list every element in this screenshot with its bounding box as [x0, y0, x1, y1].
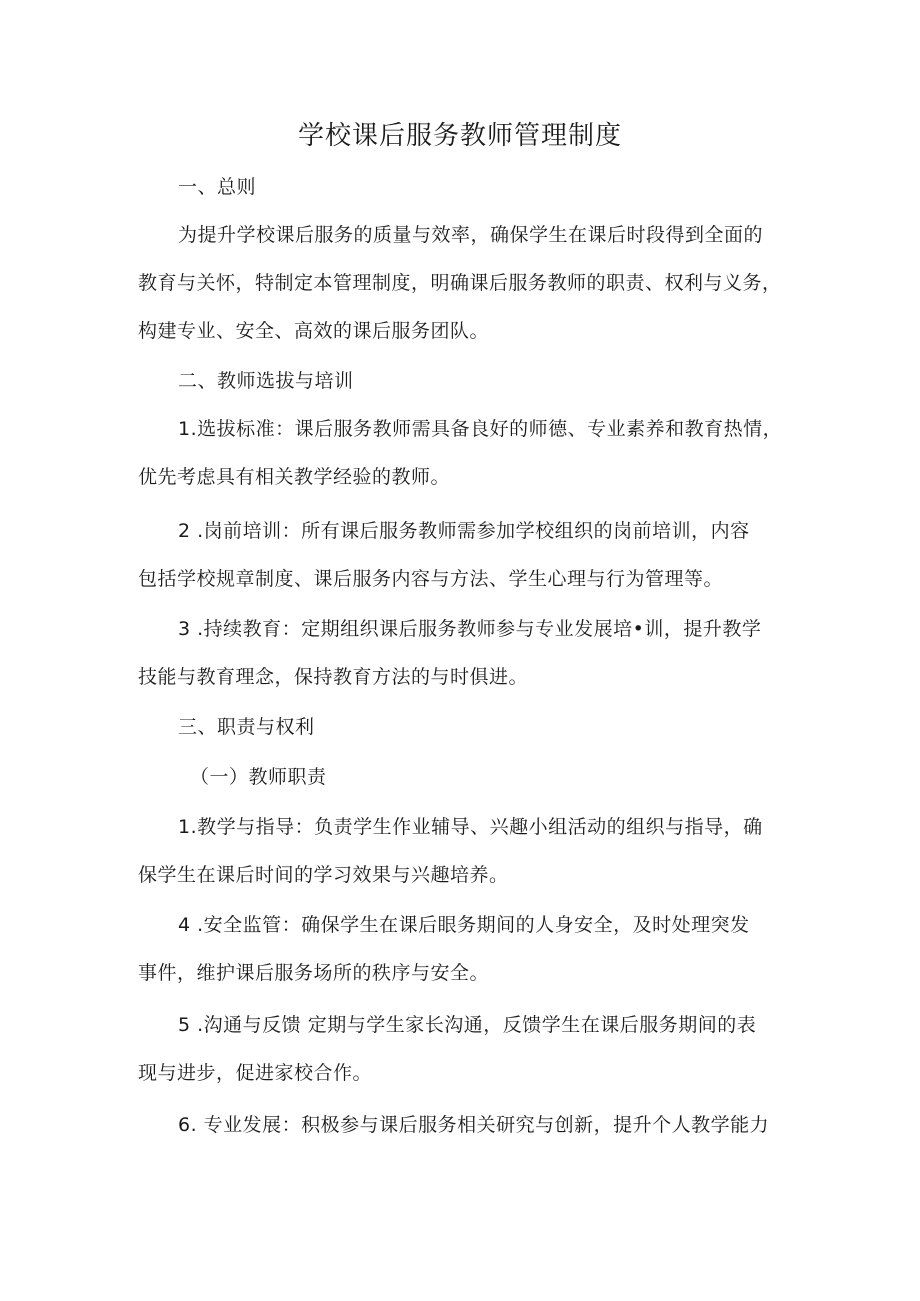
paragraph-line: 现与进步，促进家校合作。	[138, 1062, 373, 1084]
paragraph-line: 1.选拔标准：课后服务教师需具备良好的师德、专业素养和教育热情，	[178, 418, 783, 440]
paragraph-line: 技能与教育理念，保持教育方法的与时俱进。	[138, 666, 529, 688]
paragraph-line: 6. 专业发展：积极参与课后服务相关研究与创新，提升个人教学能力	[178, 1114, 770, 1136]
paragraph-line: 保学生在课后时间的学习效果与兴趣培养。	[138, 864, 509, 886]
paragraph-line: 1.教学与指导：负责学生作业辅导、兴趣小组活动的组织与指导，确	[178, 816, 763, 838]
paragraph-line: 5 .沟通与反馈 定期与学生家长沟通，反馈学生在课后服务期间的表	[178, 1014, 757, 1036]
paragraph-line: 事件，维护课后服务场所的秩序与安全。	[138, 962, 490, 984]
paragraph-line: 2 .岗前培训：所有课后服务教师需参加学校组织的岗前培训，内容	[178, 520, 750, 542]
paragraph-line: 优先考虑具有相关教学经验的教师。	[138, 466, 451, 488]
paragraph-line: 4 .安全监管：确保学生在课后眼务期间的人身安全，及时处理突发	[178, 914, 750, 936]
paragraph-line: 教育与关怀，特制定本管理制度，明确课后服务教师的职责、权利与义务，	[138, 272, 782, 294]
section-heading-selection-training: 二、教师选拔与培训	[178, 370, 354, 392]
subsection-heading-teacher-duties: （一）教师职责	[190, 766, 327, 788]
paragraph-line: 为提升学校课后服务的质量与效率，确保学生在课后时段得到全面的	[178, 224, 764, 246]
paragraph-line: 包括学校规章制度、课后服务内容与方法、学生心理与行为管理等。	[138, 568, 724, 590]
section-heading-duties-rights: 三、职责与权利	[178, 716, 315, 738]
section-heading-general: 一、总则	[178, 176, 257, 198]
paragraph-line: 构建专业、安全、高效的课后服务团队。	[138, 320, 490, 342]
document-title: 学校课后服务教师管理制度	[297, 121, 622, 151]
paragraph-line: 3 .持续教育：定期组织课后服务教师参与专业发展培•训，提升教学	[178, 618, 762, 640]
